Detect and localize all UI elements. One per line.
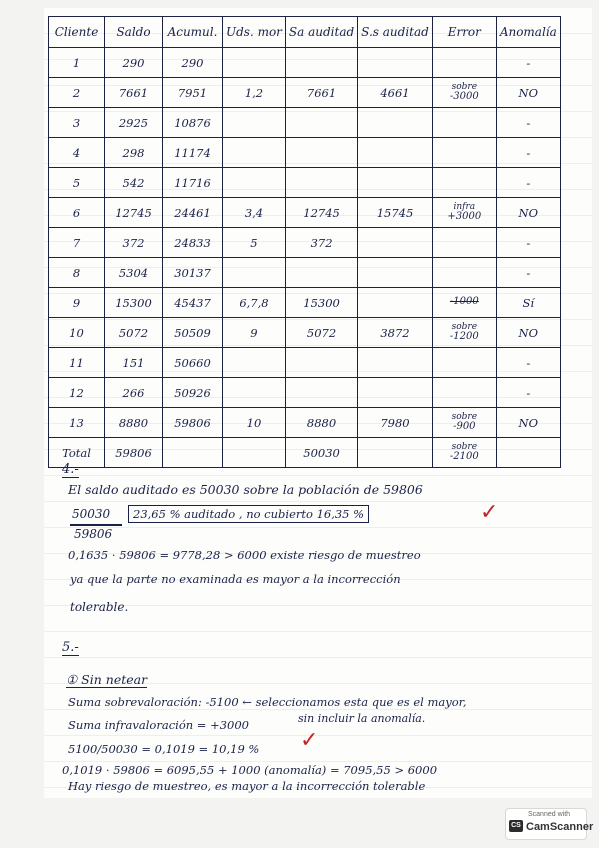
table-cell: 6 [49,198,105,228]
table-cell [285,168,357,198]
table-cell [285,378,357,408]
table-cell: 15300 [105,288,163,318]
table-cell: - [496,48,560,78]
table-cell: 4 [49,138,105,168]
table-cell [223,348,286,378]
camscanner-badge [505,808,594,840]
table-cell [432,48,496,78]
fraction-numerator: 50030 [72,507,111,521]
table-cell: 10 [49,318,105,348]
table-cell [432,258,496,288]
table-cell: - [496,168,560,198]
table-cell: 3872 [358,318,433,348]
note-line-9: 0,1019 · 59806 = 6095,55 + 1000 (anomalía) = 7095,55 > 6000 [62,763,438,777]
table-cell: 7 [49,228,105,258]
table-cell [358,228,433,258]
table-cell: 12745 [285,198,357,228]
table-cell: 3,4 [223,198,286,228]
table-cell [358,48,433,78]
error-cell [432,438,496,468]
table-cell: Total [49,438,105,468]
table-cell: 50509 [163,318,223,348]
table-cell [358,378,433,408]
table-cell: 542 [105,168,163,198]
table-cell: 8880 [285,408,357,438]
table-cell: Sí [496,288,560,318]
table-cell [432,378,496,408]
table-cell [358,168,433,198]
table-cell: 5 [223,228,286,258]
camscanner-logo-icon: CS [509,820,523,832]
table-cell: 45437 [163,288,223,318]
sin-netear-heading: ① Sin netear [66,672,148,687]
table-cell [223,438,286,468]
table-row [49,348,561,378]
table-cell [223,48,286,78]
table-row [49,138,561,168]
note-line-7b: sin incluir la anomalía. [298,712,426,725]
table-cell [285,108,357,138]
table-cell [358,258,433,288]
error-cell [432,198,496,228]
table-cell: 2925 [105,108,163,138]
table-row [49,408,561,438]
table-cell: NO [496,78,560,108]
error-note: infra [453,201,476,212]
column-header: S.s auditad [358,17,433,48]
audit-table [48,16,561,468]
table-cell: 11174 [163,138,223,168]
table-cell: 10876 [163,108,223,138]
table-cell: NO [496,318,560,348]
table-cell: 372 [105,228,163,258]
table-cell: 4661 [358,78,433,108]
table-cell [223,378,286,408]
error-note: sobre [451,441,478,452]
table-cell: 5304 [105,258,163,288]
table-cell: 9 [223,318,286,348]
table-cell: 5072 [105,318,163,348]
table-cell: 59806 [105,438,163,468]
table-cell [432,138,496,168]
table-cell: 12 [49,378,105,408]
table-cell: 8880 [105,408,163,438]
note-line-3: 0,1635 · 59806 = 9778,28 > 6000 existe riesgo de muestreo [68,548,421,562]
error-cell [432,78,496,108]
table-cell: 290 [163,48,223,78]
table-row [49,198,561,228]
error-cell [432,408,496,438]
table-cell: 15300 [285,288,357,318]
audited-percentage-box: 23,65 % auditado , no cubierto 16,35 % [128,505,369,523]
note-line-1: El saldo auditado es 50030 sobre la población de 59806 [68,482,423,497]
table-cell [496,438,560,468]
column-header: Cliente [49,17,105,48]
table-row [49,108,561,138]
badge-bottom-text: CamScanner [526,821,594,833]
table-cell: 24461 [163,198,223,228]
note-line-7: Suma infravaloración = +3000 [68,718,250,732]
error-note: sobre [451,81,478,92]
table-row [49,258,561,288]
table-cell: 290 [105,48,163,78]
table-cell: 50030 [285,438,357,468]
table-cell: 6,7,8 [223,288,286,318]
table-cell [358,108,433,138]
column-header: Saldo [105,17,163,48]
error-value: -2100 [449,450,479,462]
table-row [49,228,561,258]
error-value: +3000 [447,210,482,222]
section-4-label: 4.- [62,462,79,477]
table-cell: - [496,378,560,408]
table-cell: - [496,138,560,168]
table-cell: 7661 [105,78,163,108]
table-cell [223,108,286,138]
table-cell: 8 [49,258,105,288]
table-cell: 24833 [163,228,223,258]
badge-top-text: Scanned with [528,811,571,818]
fraction-denominator: 59806 [74,527,113,541]
table-cell [285,138,357,168]
table-cell [358,348,433,378]
table-cell: 50926 [163,378,223,408]
table-cell: NO [496,198,560,228]
note-line-6: Suma sobrevaloración: -5100 ← seleccionamos esta que es el mayor, [68,695,467,709]
table-cell: - [496,258,560,288]
table-cell: 10 [223,408,286,438]
table-cell: 372 [285,228,357,258]
table-cell [432,168,496,198]
error-value: -3000 [449,90,479,102]
table-cell [223,168,286,198]
table-row [49,168,561,198]
column-header: Sa auditad [285,17,357,48]
table-cell: 9 [49,288,105,318]
error-note: sobre [451,411,478,422]
table-cell: 15745 [358,198,433,228]
table-cell [358,288,433,318]
table-cell: - [496,228,560,258]
column-header: Uds. mor [223,17,286,48]
table-cell: 5072 [285,318,357,348]
table-cell [223,258,286,288]
table-cell: 13 [49,408,105,438]
table-cell [432,108,496,138]
table-cell: 1 [49,48,105,78]
table-cell: 5 [49,168,105,198]
error-value: -900 [453,420,476,432]
table-cell: 12745 [105,198,163,228]
checkmark-icon: ✓ [480,500,499,525]
table-row [49,438,561,468]
table-cell [432,348,496,378]
table-header-row [49,17,561,48]
note-line-8: 5100/50030 = 0,1019 = 10,19 % [68,742,260,756]
table-row [49,378,561,408]
table-cell: 2 [49,78,105,108]
table-cell: - [496,108,560,138]
table-cell [358,138,433,168]
table-cell: 1,2 [223,78,286,108]
table-cell [285,258,357,288]
table-row [49,318,561,348]
table-cell: 151 [105,348,163,378]
error-note: sobre [451,321,478,332]
table-cell [358,438,433,468]
table-cell [223,138,286,168]
table-cell: 3 [49,108,105,138]
table-cell: - [496,348,560,378]
table-cell: 266 [105,378,163,408]
table-cell [285,348,357,378]
table-cell: NO [496,408,560,438]
note-line-4: ya que la parte no examinada es mayor a la incorrección [70,572,401,586]
error-cell [432,318,496,348]
table-row [49,78,561,108]
table-cell [285,48,357,78]
table-cell [163,438,223,468]
table-row [49,288,561,318]
note-line-5: tolerable. [70,600,129,614]
table-cell: 50660 [163,348,223,378]
column-header: Error [432,17,496,48]
table-cell: 298 [105,138,163,168]
error-cell: -1000 [432,288,496,318]
table-cell: 7661 [285,78,357,108]
error-value: -1200 [449,330,479,342]
section-5-label: 5.- [62,640,79,655]
checkmark-icon: ✓ [300,728,319,753]
table-cell: 30137 [163,258,223,288]
fraction-bar [70,524,122,526]
table-row [49,48,561,78]
table-cell: 11716 [163,168,223,198]
table-cell: 11 [49,348,105,378]
column-header: Anomalía [496,17,560,48]
note-line-10: Hay riesgo de muestreo, es mayor a la incorrección tolerable [68,779,426,793]
table-cell: 7980 [358,408,433,438]
column-header: Acumul. [163,17,223,48]
table-cell: 7951 [163,78,223,108]
table-cell [432,228,496,258]
table-cell: 59806 [163,408,223,438]
